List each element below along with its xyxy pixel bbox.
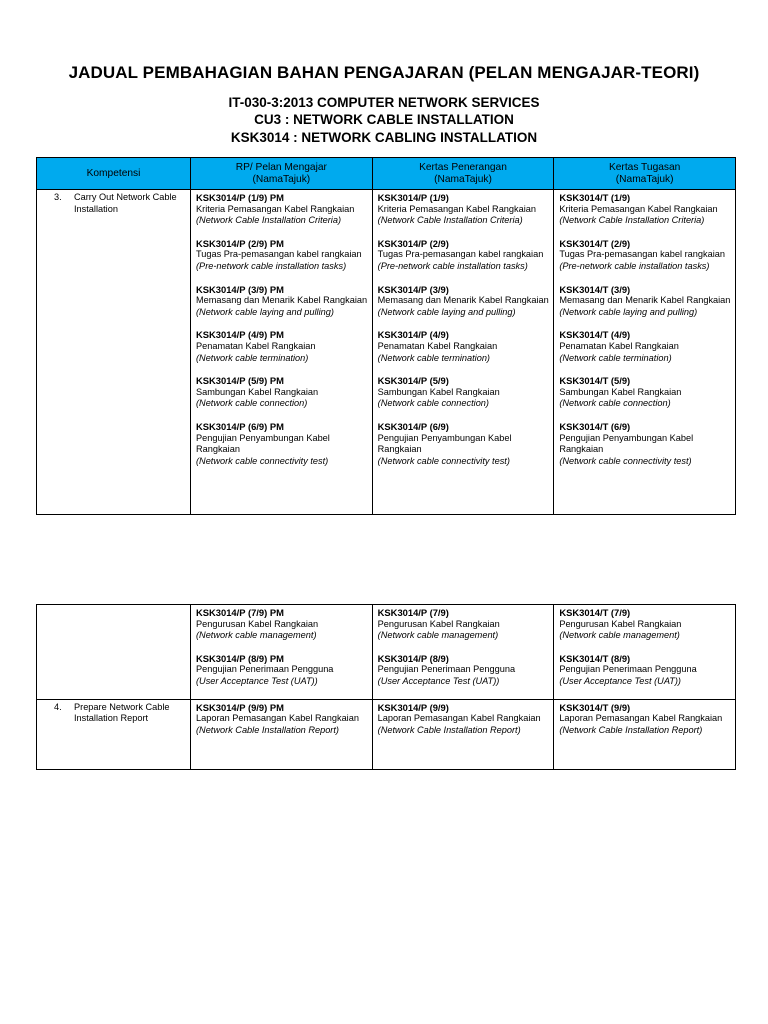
malay-title: Memasang dan Menarik Kabel Rangkaian [559,295,731,306]
english-title: (Network Cable Installation Report) [559,724,703,735]
malay-title: Tugas Pra-pemasangan kabel rangkaian [559,249,725,260]
table-row [37,699,736,769]
header-rp: RP/ Pelan Mengajar (NamaTajuk) [191,158,373,190]
material-code: KSK3014/P (2/9) PM [196,237,284,249]
list-item [196,702,372,737]
malay-title: Kriteria Pemasangan Kabel Rangkaian [196,203,355,214]
english-title: (Network cable connectivity test) [196,455,329,466]
english-title: (Network cable laying and pulling) [559,306,698,317]
material-code: KSK3014/P (6/9) PM [196,420,284,432]
material-code: KSK3014/T (2/9) [559,237,631,249]
rp-cell [191,190,373,515]
english-title: (Network Cable Installation Criteria) [377,215,523,226]
malay-title: Penamatan Kabel Rangkaian [196,340,316,351]
list-item [559,702,735,737]
english-title: (Network Cable Installation Criteria) [196,215,342,226]
material-code: KSK3014/T (3/9) [559,283,631,295]
english-title: (Network cable management) [559,630,680,641]
english-title: (Pre-network cable installation tasks) [377,260,528,271]
material-code: KSK3014/P (5/9) PM [196,375,284,387]
malay-title: Pengujian Penyambungan Kabel Rangkaian [377,432,512,455]
list-item [378,329,554,364]
competency-number: 3. [54,192,62,202]
material-code: KSK3014/T (5/9) [559,375,631,387]
kt-cell [554,605,736,700]
material-code: KSK3014/P (4/9) [377,329,449,341]
rp-cell [191,699,373,769]
english-title: (Network cable connection) [559,398,671,409]
kt-cell [554,190,736,515]
list-item [559,284,735,319]
material-code: KSK3014/P (1/9) [377,192,449,203]
material-code: KSK3014/P (9/9) PM [196,701,284,713]
list-item [559,192,735,227]
english-title: (Network cable connection) [377,398,489,409]
material-code: KSK3014/T (8/9) [559,652,631,664]
header-kertas-penerangan: Kertas Penerangan (NamaTajuk) [372,158,554,190]
table-header-row [37,158,736,190]
list-item [196,653,372,688]
competency-cell [37,190,191,515]
unit-title: CU3 : NETWORK CABLE INSTALLATION [254,112,514,127]
material-code: KSK3014/P (7/9) [377,607,449,618]
malay-title: Sambungan Kabel Rangkaian [559,386,682,397]
malay-title: Tugas Pra-pemasangan kabel rangkaian [196,249,362,260]
competency-number: 4. [54,701,62,712]
english-title: (Network cable connectivity test) [559,455,692,466]
malay-title: Kriteria Pemasangan Kabel Rangkaian [377,203,536,214]
list-item [196,329,372,364]
english-title: (Network Cable Installation Report) [377,724,521,735]
rp-cell [191,605,373,700]
malay-title: Pengujian Penyambungan Kabel Rangkaian [196,432,330,455]
material-code: KSK3014/P (9/9) [377,701,449,713]
malay-title: Penamatan Kabel Rangkaian [377,340,498,351]
english-title: (Network cable connectivity test) [377,455,510,466]
material-code: KSK3014/T (1/9) [559,192,631,203]
english-title: (Network cable management) [196,630,317,641]
material-code: KSK3014/P (6/9) [377,420,449,432]
list-item [559,421,735,467]
malay-title: Penamatan Kabel Rangkaian [559,340,679,351]
list-item [559,653,735,688]
malay-title: Pengujian Penerimaan Pengguna [377,664,516,675]
malay-title: Laporan Pemasangan Kabel Rangkaian [196,713,359,724]
list-item [559,607,735,642]
kp-cell [372,605,554,700]
list-item [378,607,554,642]
allocation-table-2 [36,604,736,770]
english-title: (User Acceptance Test (UAT)) [377,675,500,686]
english-title: (Pre-network cable installation tasks) [196,260,347,271]
english-title: (User Acceptance Test (UAT)) [196,675,318,686]
list-item [378,238,554,273]
competency-text: Prepare Network Cable Installation Report [74,701,170,724]
material-code: KSK3014/P (7/9) PM [196,607,284,618]
list-item [378,284,554,319]
english-title: (Network cable connection) [196,398,308,409]
material-code: KSK3014/P (3/9) [377,283,449,295]
malay-title: Laporan Pemasangan Kabel Rangkaian [377,713,541,724]
malay-title: Memasang dan Menarik Kabel Rangkaian [196,295,368,306]
list-item [196,607,372,642]
list-item [559,375,735,410]
malay-title: Pengujian Penerimaan Pengguna [196,664,334,675]
material-code: KSK3014/T (4/9) [559,329,631,341]
list-item [196,375,372,410]
page-title: JADUAL PEMBAHAGIAN BAHAN PENGAJARAN (PELAN MENGAJAR-TEORI) [68,63,700,82]
english-title: (Network Cable Installation Criteria) [559,215,705,226]
english-title: (Network Cable Installation Report) [196,724,339,735]
malay-title: Memasang dan Menarik Kabel Rangkaian [377,295,549,306]
table-row [37,605,736,700]
material-code: KSK3014/T (9/9) [559,701,631,713]
material-code: KSK3014/P (4/9) PM [196,329,284,341]
kp-cell [372,699,554,769]
english-title: (Network cable laying and pulling) [377,306,516,317]
list-item [378,702,554,737]
material-code: KSK3014/P (8/9) [377,652,449,664]
list-item [378,653,554,688]
table-row [37,190,736,515]
material-code: KSK3014/P (2/9) [377,237,449,249]
malay-title: Sambungan Kabel Rangkaian [196,386,319,397]
list-item [378,192,554,227]
list-item [196,421,372,467]
malay-title: Pengujian Penerimaan Pengguna [559,664,697,675]
malay-title: Pengurusan Kabel Rangkaian [377,618,500,629]
competency-cell [37,605,191,700]
english-title: (Network cable termination) [196,352,309,363]
material-code: KSK3014/P (5/9) [377,375,449,387]
programme-title: IT-030-3:2013 COMPUTER NETWORK SERVICES [228,95,540,110]
list-item [196,192,372,227]
list-item [196,238,372,273]
material-code: KSK3014/T (7/9) [559,607,631,618]
malay-title: Kriteria Pemasangan Kabel Rangkaian [559,203,718,214]
material-code: KSK3014/P (3/9) PM [196,283,284,295]
malay-title: Sambungan Kabel Rangkaian [377,386,500,397]
english-title: (Network cable laying and pulling) [196,306,334,317]
module-title: KSK3014 : NETWORK CABLING INSTALLATION [230,130,538,145]
english-title: (User Acceptance Test (UAT)) [559,675,681,686]
malay-title: Pengujian Penyambungan Kabel Rangkaian [559,432,694,455]
header-kompetensi: Kompetensi [37,158,191,190]
malay-title: Pengurusan Kabel Rangkaian [559,618,682,629]
competency-cell [37,699,191,769]
malay-title: Laporan Pemasangan Kabel Rangkaian [559,713,723,724]
list-item [196,284,372,319]
list-item [378,375,554,410]
competency-text: Carry Out Network Cable Installation [74,192,177,214]
list-item [559,238,735,273]
malay-title: Pengurusan Kabel Rangkaian [196,618,319,629]
english-title: (Pre-network cable installation tasks) [559,260,710,271]
english-title: (Network cable management) [377,630,499,641]
kt-cell [554,699,736,769]
english-title: (Network cable termination) [559,352,672,363]
list-item [378,421,554,467]
material-code: KSK3014/P (1/9) PM [196,192,284,203]
malay-title: Tugas Pra-pemasangan kabel rangkaian [377,249,544,260]
english-title: (Network cable termination) [377,352,490,363]
allocation-table-1 [36,157,736,515]
material-code: KSK3014/P (8/9) PM [196,652,284,664]
list-item [559,329,735,364]
kp-cell [372,190,554,515]
material-code: KSK3014/T (6/9) [559,420,631,432]
header-kertas-tugasan: Kertas Tugasan (NamaTajuk) [554,158,736,190]
